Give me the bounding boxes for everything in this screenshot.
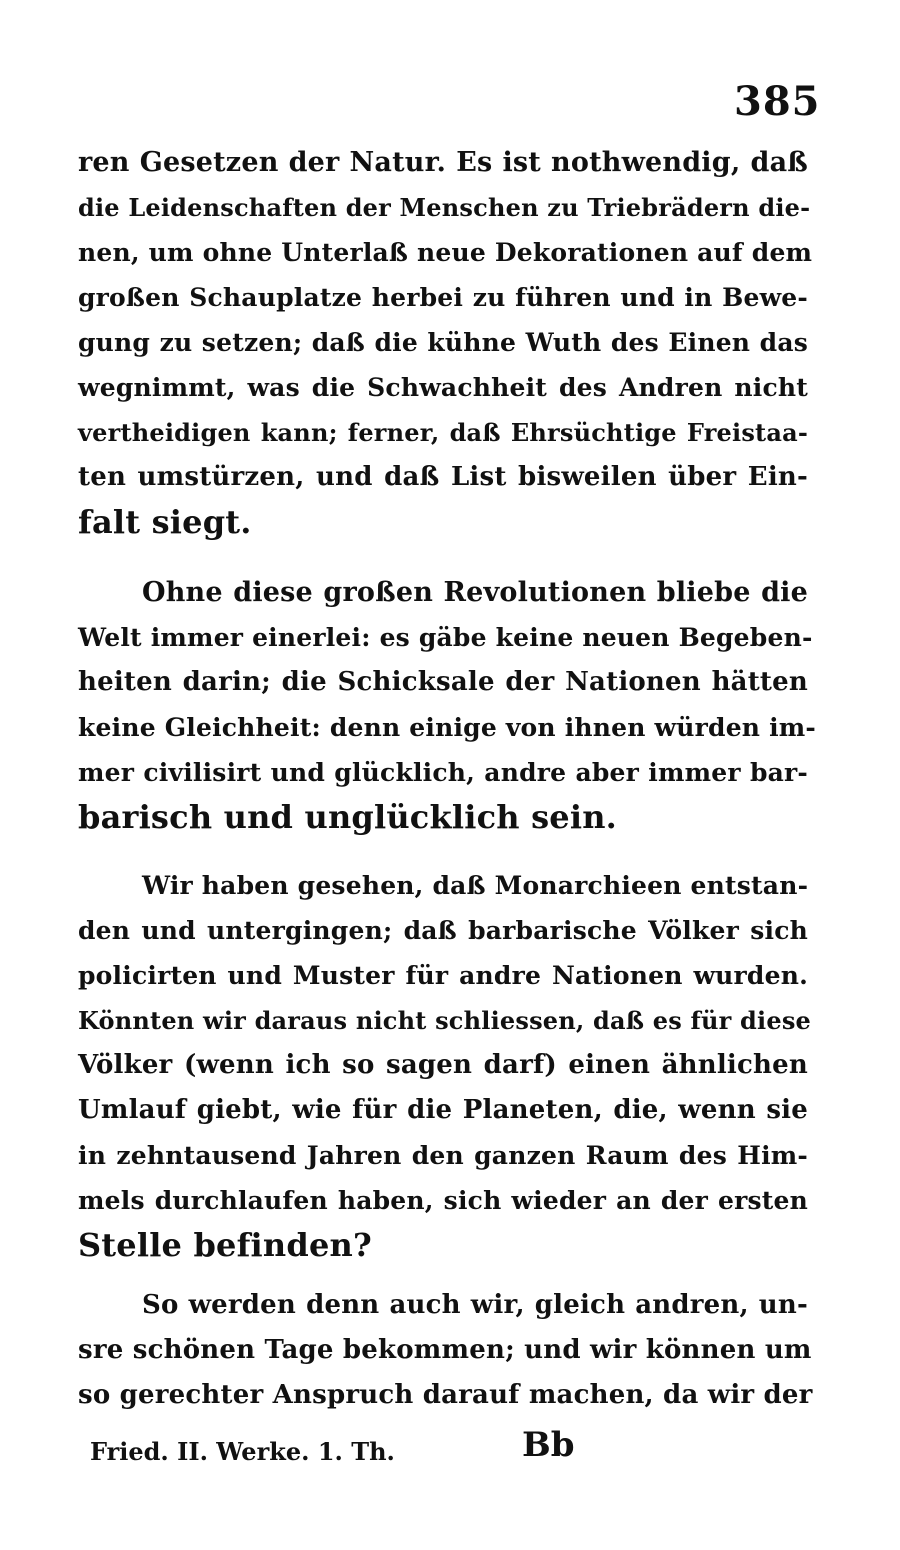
text-line: mer civilisirt und glücklich, andre aber immer bar- bbox=[78, 758, 808, 787]
paragraph-3 bbox=[78, 863, 812, 1268]
text-line: Umlauf giebt, wie für die Planeten, die, wenn sie bbox=[78, 1095, 808, 1125]
text-line: ren Gesetzen der Natur. Es ist nothwendig, daß bbox=[78, 147, 808, 178]
text-line: in zehntausend Jahren den ganzen Raum des Him- bbox=[78, 1141, 808, 1170]
text-line: Stelle befinden? bbox=[78, 1226, 372, 1264]
page-footer bbox=[90, 1425, 610, 1475]
text-line: mels durchlaufen haben, sich wieder an der ersten bbox=[78, 1186, 808, 1215]
text-line: sre schönen Tage bekommen; und wir können um bbox=[78, 1335, 812, 1365]
text-line: gung zu setzen; daß die kühne Wuth des Einen das bbox=[78, 328, 808, 357]
text-line: Völker (wenn ich so sagen darf) einen ähnlichen bbox=[78, 1050, 808, 1080]
paragraph-2 bbox=[78, 570, 817, 840]
text-line: so gerechter Anspruch darauf machen, da wir der bbox=[78, 1380, 813, 1410]
text-line: nen, um ohne Unterlaß neue Dekorationen auf dem bbox=[78, 238, 813, 267]
text-line: keine Gleichheit: denn einige von ihnen würden im- bbox=[78, 713, 817, 742]
text-line: Könnten wir daraus nicht schliessen, daß es für diese bbox=[78, 1006, 812, 1035]
text-line: Ohne diese großen Revolutionen bliebe die bbox=[142, 577, 808, 608]
paragraph-1 bbox=[78, 140, 813, 545]
text-line: den und untergingen; daß barbarische Völker sich bbox=[78, 916, 808, 945]
text-line: heiten darin; die Schicksale der Nationen hätten bbox=[78, 667, 808, 697]
page-number: 385 bbox=[734, 78, 821, 125]
text-line: barisch und unglücklich sein. bbox=[78, 798, 618, 836]
text-line: ten umstürzen, und daß List bisweilen über Ein- bbox=[78, 462, 808, 492]
text-line: die Leidenschaften der Menschen zu Triebrädern die- bbox=[78, 193, 811, 222]
text-line: Welt immer einerlei: es gäbe keine neuen Begeben- bbox=[78, 623, 813, 652]
text-line: policirten und Muster für andre Nationen wurden. bbox=[78, 961, 808, 990]
signature-mark: Bb bbox=[522, 1425, 575, 1465]
paragraph-4 bbox=[78, 1283, 813, 1418]
text-line: Wir haben gesehen, daß Monarchieen entstan- bbox=[142, 871, 809, 900]
text-line: falt siegt. bbox=[78, 503, 252, 541]
text-line: großen Schauplatze herbei zu führen und in Bewe- bbox=[78, 283, 808, 312]
text-line: wegnimmt, was die Schwachheit des Andren nicht bbox=[78, 373, 808, 402]
text-line: vertheidigen kann; ferner, daß Ehrsüchtige Freistaa- bbox=[78, 418, 808, 447]
text-line: So werden denn auch wir, gleich andren, un- bbox=[142, 1290, 808, 1320]
printer-signature: Fried. II. Werke. 1. Th. bbox=[90, 1437, 395, 1466]
